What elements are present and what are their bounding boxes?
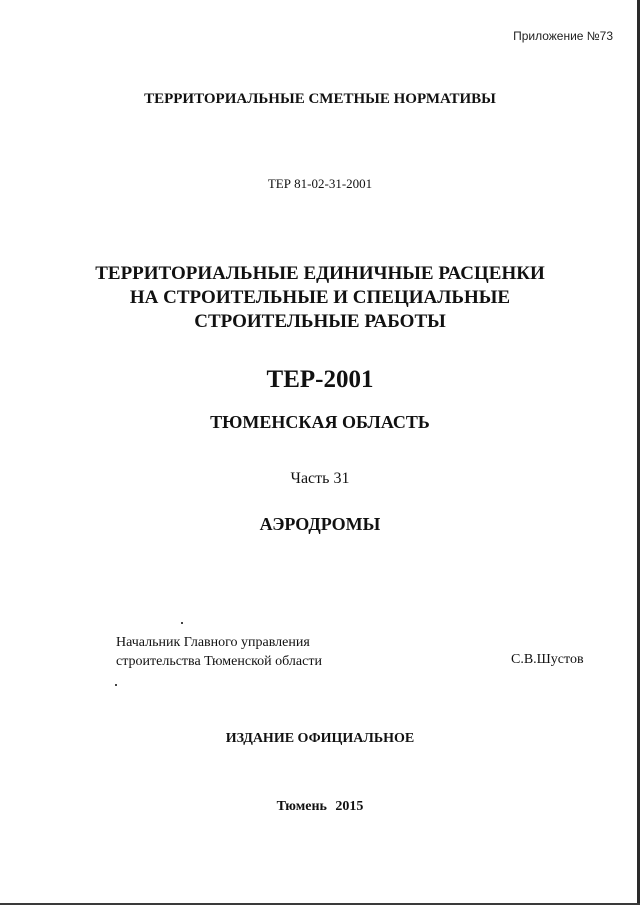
signatory-name: С.В.Шустов [511,652,584,667]
header-title: ТЕРРИТОРИАЛЬНЫЕ СМЕТНЫЕ НОРМАТИВЫ [144,91,496,107]
big-code: ТЕР-2001 [266,366,374,393]
main-title-line: ТЕРРИТОРИАЛЬНЫЕ ЕДИНИЧНЫЕ РАСЦЕНКИ [95,263,545,284]
main-title-line: СТРОИТЕЛЬНЫЕ РАБОТЫ [194,311,446,332]
signatory-position-line: строительства Тюменской области [116,654,322,669]
signatory-position [116,633,322,671]
main-title-line: НА СТРОИТЕЛЬНЫЕ И СПЕЦИАЛЬНЫЕ [129,287,511,308]
signatory-position-line: Начальник Главного управления [116,635,310,650]
part-number: Часть 31 [290,470,350,487]
region-title: ТЮМЕНСКАЯ ОБЛАСТЬ [210,412,430,432]
section-title: АЭРОДРОМЫ [259,514,381,534]
appendix-label: Приложение №73 [513,29,613,43]
scan-speck [181,622,183,624]
scan-speck [115,684,117,686]
city-year: Тюмень 2015 [276,799,364,814]
main-title [0,262,640,334]
document-code: ТЕР 81-02-31-2001 [267,176,373,191]
edition-label: ИЗДАНИЕ ОФИЦИАЛЬНОЕ [225,731,415,746]
